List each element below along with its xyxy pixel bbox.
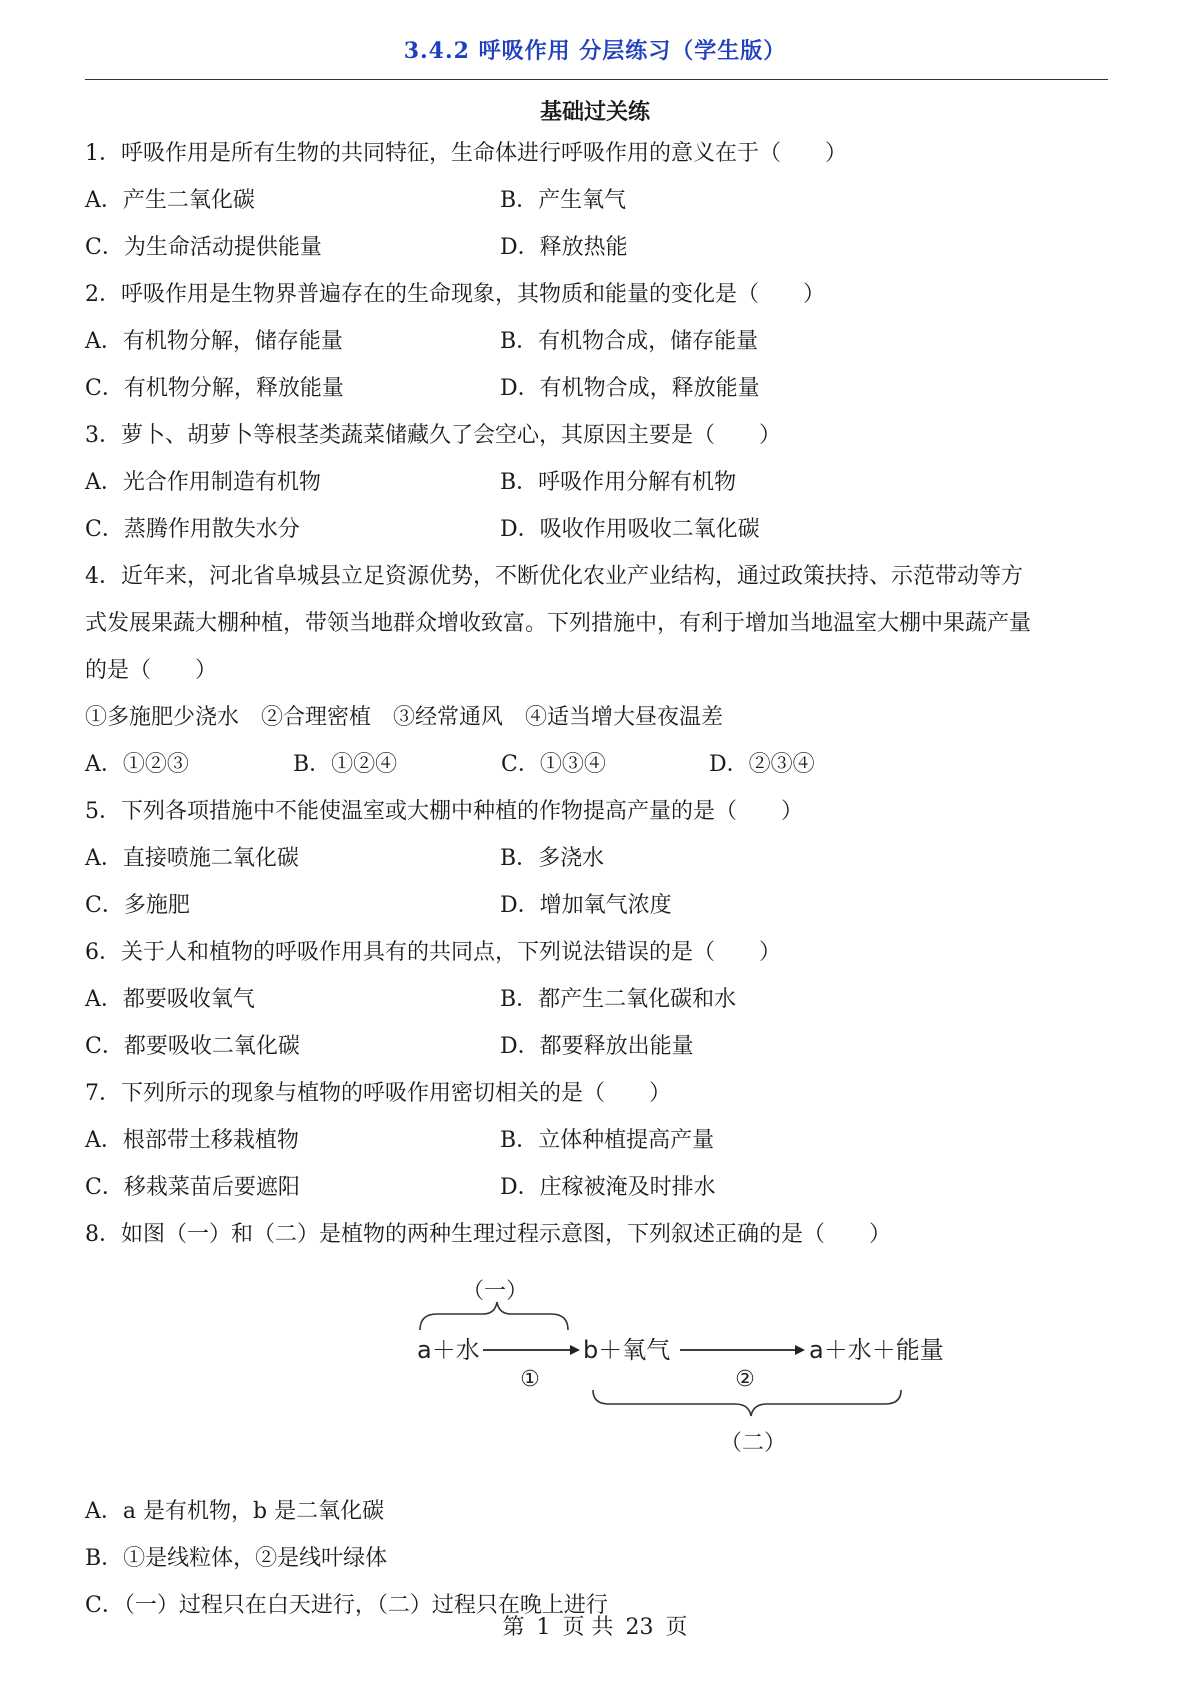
question-4-stem-line-1: 4．近年来，河北省阜城县立足资源优势，不断优化农业产业结构，通过政策扶持、示范带动等方 (85, 564, 1024, 589)
question-1-stem: 1．呼吸作用是所有生物的共同特征，生命体进行呼吸作用的意义在于（ ） (85, 141, 847, 166)
question-6-option-d: D．都要释放出能量 (500, 1034, 694, 1059)
question-2-option-d: D．有机物合成，释放能量 (500, 376, 760, 401)
question-2-stem: 2．呼吸作用是生物界普遍存在的生命现象，其物质和能量的变化是（ ） (85, 282, 825, 307)
process-diagram-svg (325, 1258, 965, 1488)
question-3-stem: 3．萝卜、胡萝卜等根茎类蔬菜储藏久了会空心，其原因主要是（ ） (85, 423, 781, 448)
question-list (85, 130, 1115, 1629)
question-5-option-a: A．直接喷施二氧化碳 (85, 846, 299, 871)
question-7-option-a: A．根部带土移栽植物 (85, 1128, 299, 1153)
section-title: 基础过关练 (539, 99, 650, 125)
question-5-options-row-1 (85, 835, 1115, 882)
page-footer (0, 1610, 1190, 1641)
question-2-options-row-2 (85, 365, 1115, 412)
question-3-options-row-2 (85, 506, 1115, 553)
diagram-right-term: a＋水＋能量 (809, 1336, 944, 1364)
question-8-option-b: B．①是线粒体，②是线叶绿体 (85, 1546, 388, 1571)
question-7-stem: 7．下列所示的现象与植物的呼吸作用密切相关的是（ ） (85, 1081, 671, 1106)
question-4-option-c: C．①③④ (501, 752, 606, 777)
process-diagram (85, 1258, 1115, 1488)
diagram-label-one: （一） (461, 1279, 529, 1304)
question-3-options-row-1 (85, 459, 1115, 506)
question-4-stem-line-2: 式发展果蔬大棚种植，带领当地群众增收致富。下列措施中，有利于增加当地温室大棚中果蔬产量 (85, 611, 1032, 636)
question-8-option-a: A．a 是有机物，b 是二氧化碳 (85, 1499, 385, 1524)
diagram-brace-top (420, 1302, 568, 1330)
question-2-options-row-1 (85, 318, 1115, 365)
question-6-stem: 6．关于人和植物的呼吸作用具有的共同点，下列说法错误的是（ ） (85, 940, 781, 965)
question-6-option-c: C．都要吸收二氧化碳 (85, 1034, 300, 1059)
question-8-option-c: C．（一）过程只在白天进行，（二）过程只在晚上进行 (85, 1593, 608, 1618)
question-6-options-row-1 (85, 976, 1115, 1023)
diagram-step-2: ② (735, 1367, 755, 1392)
question-4-option-d: D．②③④ (709, 752, 815, 777)
question-4-items: ①多施肥少浇水 ②合理密植 ③经常通风 ④适当增大昼夜温差 (85, 705, 724, 730)
diagram-brace-bottom (593, 1390, 901, 1416)
question-4-option-a: A．①②③ (85, 752, 189, 777)
question-7-option-d: D．庄稼被淹及时排水 (500, 1175, 716, 1200)
question-7-options-row-1 (85, 1117, 1115, 1164)
question-1-option-b: B．产生氧气 (500, 188, 627, 213)
question-6-option-a: A．都要吸收氧气 (85, 987, 255, 1012)
document-title: 3.4.2 呼吸作用 分层练习（学生版） (403, 38, 787, 64)
diagram-step-1: ① (520, 1367, 540, 1392)
question-1-options-row-1 (85, 177, 1115, 224)
question-1-option-c: C．为生命活动提供能量 (85, 235, 322, 260)
footer-suffix: 页 (665, 1615, 688, 1640)
question-3-option-a: A．光合作用制造有机物 (85, 470, 321, 495)
question-8-stem: 8．如图（一）和（二）是植物的两种生理过程示意图，下列叙述正确的是（ ） (85, 1222, 891, 1247)
question-6-option-b: B．都产生二氧化碳和水 (500, 987, 737, 1012)
footer-mid: 页 共 (562, 1615, 614, 1640)
question-2-option-b: B．有机物合成，储存能量 (500, 329, 759, 354)
question-3-option-d: D．吸收作用吸收二氧化碳 (500, 517, 760, 542)
footer-prefix: 第 (502, 1615, 525, 1640)
question-5-option-c: C．多施肥 (85, 893, 190, 918)
question-1-option-d: D．释放热能 (500, 235, 628, 260)
diagram-label-two: （二） (719, 1431, 787, 1456)
question-5-option-d: D．增加氧气浓度 (500, 893, 672, 918)
footer-page-number: 1 (536, 1615, 551, 1640)
question-5-options-row-2 (85, 882, 1115, 929)
question-7-options-row-2 (85, 1164, 1115, 1211)
question-3-option-b: B．呼吸作用分解有机物 (500, 470, 737, 495)
question-1-options-row-2 (85, 224, 1115, 271)
question-4-options-row (85, 741, 1115, 788)
question-5-option-b: B．多浇水 (500, 846, 605, 871)
diagram-middle-term: b＋氧气 (583, 1336, 671, 1364)
footer-total-pages: 23 (625, 1615, 654, 1640)
question-7-option-b: B．立体种植提高产量 (500, 1128, 715, 1153)
question-1-option-a: A．产生二氧化碳 (85, 188, 255, 213)
question-2-option-c: C．有机物分解，释放能量 (85, 376, 344, 401)
question-5-stem: 5．下列各项措施中不能使温室或大棚中种植的作物提高产量的是（ ） (85, 799, 803, 824)
diagram-left-term: a＋水 (417, 1336, 480, 1364)
diagram-arrowhead-2 (795, 1345, 805, 1355)
question-6-options-row-2 (85, 1023, 1115, 1070)
question-7-option-c: C．移栽菜苗后要遮阳 (85, 1175, 300, 1200)
question-3-option-c: C．蒸腾作用散失水分 (85, 517, 300, 542)
question-4-stem-line-3: 的是（ ） (85, 658, 218, 683)
question-2-option-a: A．有机物分解，储存能量 (85, 329, 343, 354)
question-4-option-b: B．①②④ (293, 752, 398, 777)
header-divider (85, 79, 1108, 80)
diagram-arrowhead-1 (570, 1345, 580, 1355)
